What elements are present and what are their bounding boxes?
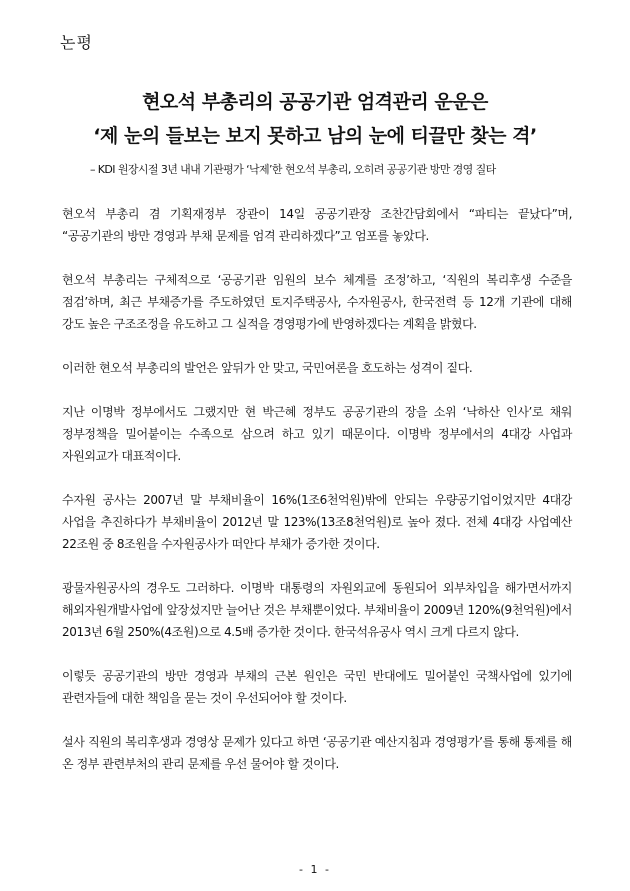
paragraph: 설사 직원의 복리후생과 경영상 문제가 있다고 하면 ‘공공기관 예산지침과 경영평가’를 통해 통제를 해 온 정부 관련부처의 관리 문제를 우선 물어야 할 것이다. (62, 735, 572, 771)
paragraph: 수자원 공사는 2007년 말 부채비율이 16%(1조6천억원)밖에 안되는 우량공기업이었지만 4대강 사업을 추진하다가 부채비율이 2012년 말 123%(13조8천억원)로 높아 졌다. 전체 4대강 사업예산 22조원 중 8조원을 수자원공사가 떠안다 부채가 증가한 것이다. (62, 493, 572, 551)
paragraph: 광물자원공사의 경우도 그러하다. 이명박 대통령의 자원외교에 동원되어 외부차입을 해가면서까지 해외자원개발사업에 앞장섰지만 늘어난 것은 부채뿐이었다. 부채비율이 2009년 120%(9천억원)에서 2013년 6월 250%(4조원)으로 4.5배 증가한 것이다. 한국석유공사 역시 크게 다르지 않다. (62, 581, 572, 639)
title-line-1: 현오석 부총리의 공공기관 엄격관리 운운은 (142, 91, 488, 113)
paragraph: 이렇듯 공공기관의 방만 경영과 부채의 근본 원인은 국민 반대에도 밀어붙인 국책사업에 있기에 관련자들에 대한 책임을 묻는 것이 우선되어야 할 것이다. (62, 669, 572, 705)
article-body (62, 203, 572, 797)
subtitle: – KDI 원장시절 3년 내내 기관평가 ‘낙제’한 현오석 부총리, 오히려 공공기관 방만 경영 질타 (90, 163, 496, 176)
category-label: 논평 (60, 33, 93, 52)
paragraph: 현오석 부총리는 구체적으로 ‘공공기관 임원의 보수 체계를 조정’하고, ‘직원의 복리후생 수준을 점검’하며, 최근 부채증가를 주도하였던 토지주택공사, 수자원공사, 한국전력 등 12개 기관에 대해 강도 높은 구조조정을 유도하고 그 실적을 경영평가에 반영하겠다는 계획을 밝혔다. (62, 273, 572, 331)
page-number: - 1 - (299, 863, 331, 876)
paragraph: 지난 이명박 정부에서도 그랬지만 현 박근혜 정부도 공공기관의 장을 소위 ‘낙하산 인사’로 채워 정부정책을 밀어붙이는 수족으로 삼으려 하고 있기 때문이다. 이명박 정부에서의 4대강 사업과 자원외교가 대표적이다. (62, 405, 572, 463)
paragraph: 이러한 현오석 부총리의 발언은 앞뒤가 안 맞고, 국민여론을 호도하는 성격이 짙다. (62, 361, 473, 375)
paragraph: 현오석 부총리 겸 기획재정부 장관이 14일 공공기관장 조찬간담회에서 “파티는 끝났다”며, “공공기관의 방만 경영과 부채 문제를 엄격 관리하겠다”고 엄포를 놓았다. (62, 207, 572, 243)
title-line-2: ‘제 눈의 들보는 보지 못하고 남의 눈에 티끌만 찾는 격’ (93, 125, 537, 147)
